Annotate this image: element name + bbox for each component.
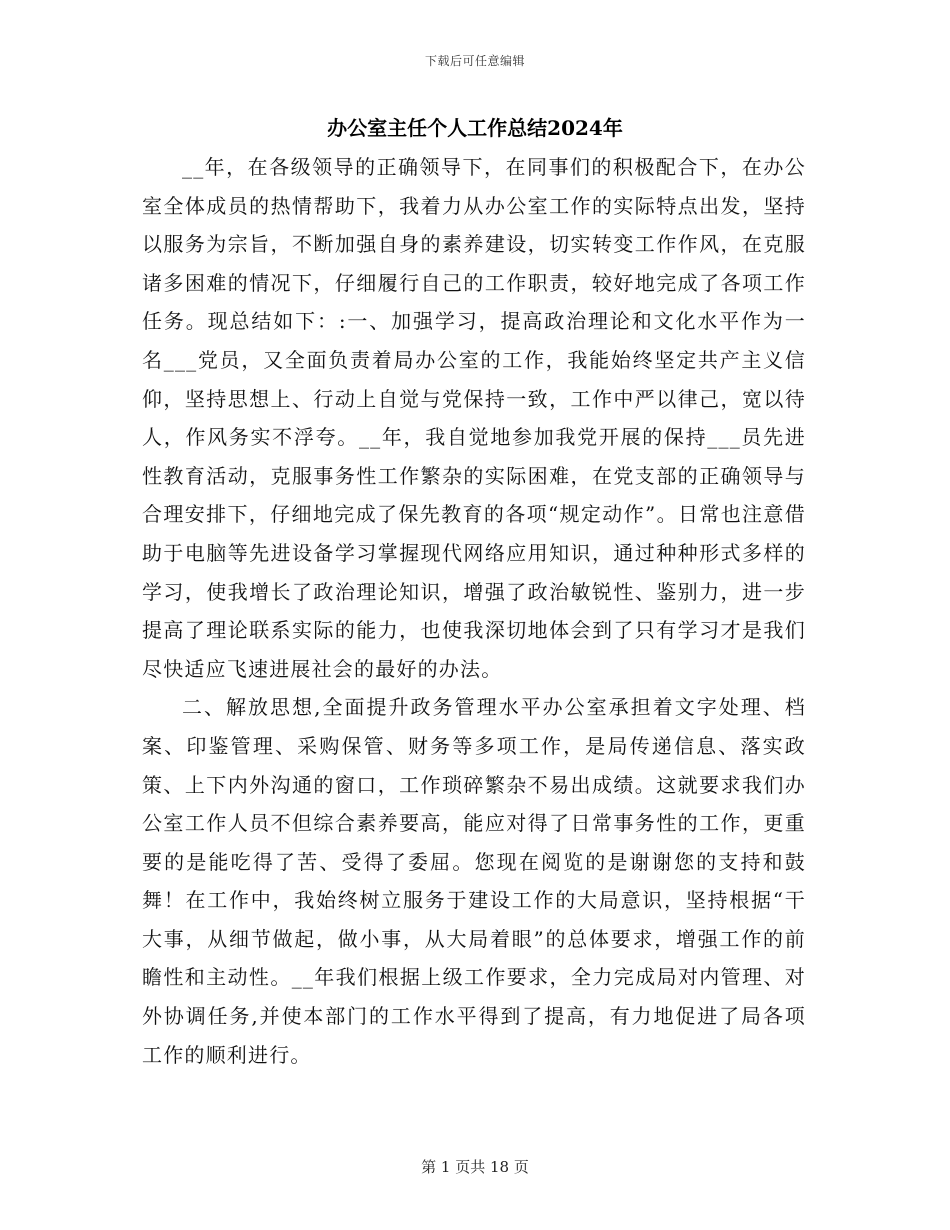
document-body <box>142 148 806 1074</box>
document-title: 办公室主任个人工作总结2024年 <box>327 116 623 140</box>
page-number: 第 1 页共 18 页 <box>421 1158 529 1176</box>
page-header-note: 下载后可任意编辑 <box>424 54 525 68</box>
paragraph-1: __年，在各级领导的正确领导下，在同事们的积极配合下，在办公室全体成员的热情帮助下，我着力从办公室工作的实际特点出发，坚持以服务为宗旨，不断加强自身的素养建设，切实转变工作作风，在克服诸多困难的情况下，仔细履行自己的工作职责，较好地完成了各项工作任务。现总结如下：:一、加强学习，提高政治理论和文化水平作为一名___党员，又全面负责着局办公室的工作，我能始终坚定共产主义信仰，坚持思想上、行动上自觉与党保持一致，工作中严以律己，宽以待人，作风务实不浮夸。__年，我自觉地参加我党开展的保持___员先进性教育活动，克服事务性工作繁杂的实际困难，在党支部的正确领导与合理安排下，仔细地完成了保先教育的各项“规定动作”。日常也注意借助于电脑等先进设备学习掌握现代网络应用知识，通过种种形式多样的学习，使我增长了政治理论知识，增强了政治敏锐性、鉴别力，进一步提高了理论联系实际的能力，也使我深切地体会到了只有学习才是我们尽快适应飞速进展社会的最好的办法。 <box>142 155 806 681</box>
paragraph-2: 二、解放思想,全面提升政务管理水平办公室承担着文字处理、档案、印鉴管理、采购保管、财务等多项工作，是局传递信息、落实政策、上下内外沟通的窗口，工作琐碎繁杂不易出成绩。这就要求我们办公室工作人员不但综合素养要高，能应对得了日常事务性的工作，更重要的是能吃得了苦、受得了委屈。您现在阅览的是谢谢您的支持和鼓舞！在工作中，我始终树立服务于建设工作的大局意识，坚持根据“干大事，从细节做起，做小事，从大局着眼”的总体要求，增强工作的前瞻性和主动性。__年我们根据上级工作要求，全力完成局对内管理、对外协调任务,并使本部门的工作水平得到了提高，有力地促进了局各项工作的顺利进行。 <box>142 695 806 1067</box>
